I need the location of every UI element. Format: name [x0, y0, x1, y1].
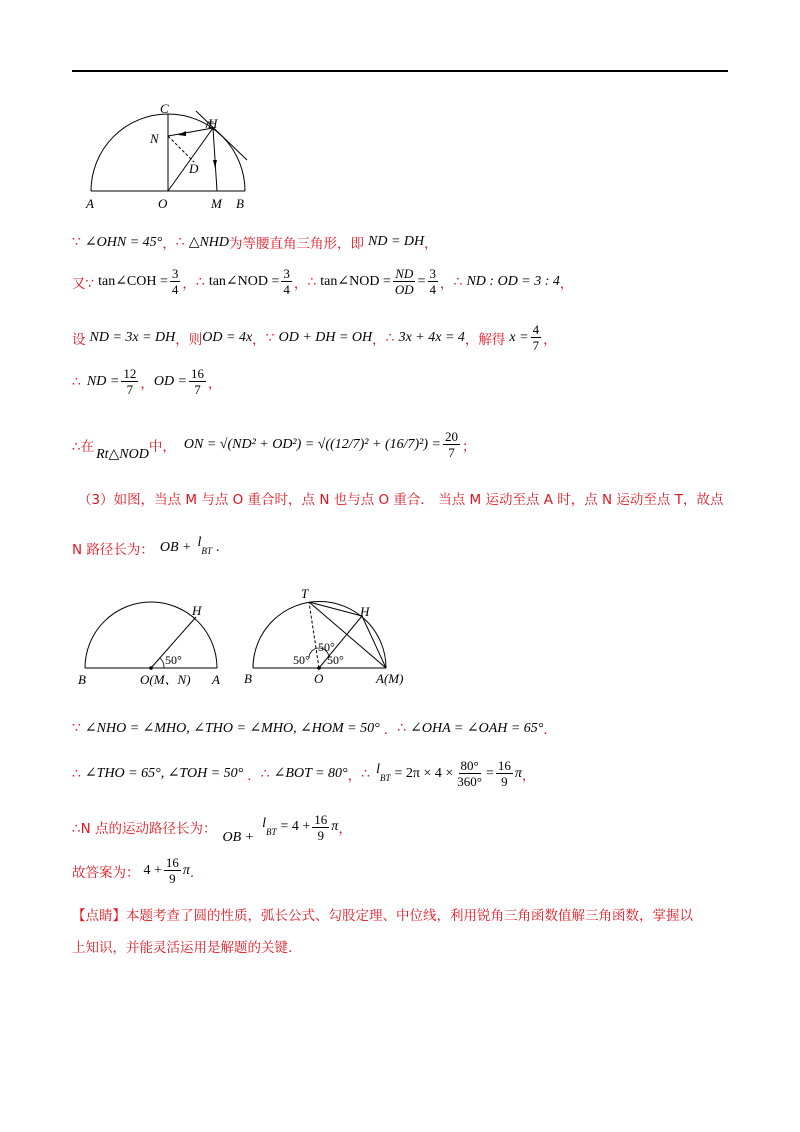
label-H: H [192, 603, 202, 618]
equation: OB + [222, 830, 255, 845]
punct: . [215, 540, 220, 555]
punct: ， [372, 331, 386, 348]
triangle-name: △NHD [188, 234, 230, 250]
comment-line-2: 上知识，并能灵活运用是解题的关键. [72, 940, 293, 956]
label-A: A [86, 196, 94, 211]
fraction: $\frac{16}{9}$ [165, 855, 179, 886]
solution-line-5 [72, 426, 475, 463]
equals: = [485, 765, 494, 781]
label-A: A [212, 672, 220, 687]
punct: ； [461, 438, 476, 455]
equation: = 4 + [280, 819, 311, 834]
because-symbol: ∵ [265, 329, 275, 346]
equation: = 2π × 4 × [394, 765, 454, 781]
equation: ND = 3x = DH [89, 329, 176, 345]
text: 中， [148, 438, 176, 455]
fraction: $\frac{3}{4}$ [171, 266, 179, 297]
equation: ∠NHO = ∠MHO, ∠THO = ∠MHO, ∠HOM = 50° [84, 720, 380, 736]
label-C: C [160, 101, 169, 116]
comment-line-1: 【点睛】本题考查了圆的性质，弧长公式、勾股定理、中位线，利用锐角三角函数值解三角函数，掌握以 [72, 908, 693, 924]
punct: ， [424, 236, 438, 252]
equation: tan∠NOD = [208, 274, 280, 289]
equation: 4 + [143, 862, 162, 878]
label-B: B [244, 671, 252, 686]
equation: ∠BOT = 80° [273, 766, 348, 781]
label-H: H [360, 604, 370, 619]
punct: ． [383, 722, 398, 738]
punct: ， [293, 275, 308, 292]
punct: ， [338, 821, 352, 837]
arc-length-symbol: l [376, 761, 380, 777]
equation: ∠OHA = ∠OAH = 65° [410, 720, 544, 736]
label-M: M [211, 196, 222, 211]
equation: OD = 4x [202, 329, 253, 345]
label-angle-3: 50° [327, 653, 344, 667]
label-angle-1: 50° [318, 640, 335, 654]
punct: ． [247, 767, 261, 784]
text: ，解得 [464, 331, 506, 348]
therefore-symbol: ∴ [397, 720, 407, 736]
punct: ， [559, 275, 574, 292]
fraction: $\frac{3}{4}$ [429, 266, 437, 297]
text: 为等腰直角三角形，即 [229, 236, 365, 252]
punct: ， [140, 375, 154, 392]
label-O: O [158, 196, 168, 211]
punct: ， [182, 275, 196, 292]
label-N: N [150, 131, 159, 146]
triangle-name: Rt△NOD [96, 447, 149, 462]
solution-line-3 [72, 322, 557, 353]
label-B: B [236, 196, 244, 211]
solution-line-6 [72, 718, 557, 738]
solution-line-7 [72, 758, 535, 789]
header-rule [72, 70, 728, 72]
label-angle-2: 50° [293, 653, 310, 667]
label-A: A(M) [376, 671, 404, 686]
punct: ， [252, 331, 266, 348]
arc-subscript: BT [379, 772, 391, 783]
text: ∴在 [72, 438, 95, 455]
fraction: $\frac{12}{7}$ [123, 366, 137, 397]
answer-line [72, 855, 203, 886]
equation: x = [509, 329, 529, 345]
label-B: B [78, 672, 86, 687]
fraction: $\frac{3}{4}$ [283, 266, 290, 297]
label-D: D [189, 161, 199, 176]
solution-line-2 [72, 266, 573, 297]
pi: π [182, 862, 190, 878]
punct: ， [440, 275, 454, 292]
diagram-end-position [238, 584, 408, 688]
solution-line-8 [72, 808, 352, 846]
arc-subscript: BT [201, 546, 212, 556]
equation: ND = [86, 373, 120, 389]
text: ∴N 点的运动路径长为： [72, 821, 217, 837]
therefore-symbol: ∴ [175, 234, 185, 250]
therefore-symbol: ∴ [307, 273, 317, 290]
label-O: O [314, 671, 324, 686]
equation: OB + [159, 540, 192, 555]
therefore-symbol: ∴ [361, 765, 371, 782]
label-H: H [208, 116, 218, 131]
therefore-symbol: ∴ [195, 273, 205, 290]
diagram-start-position [72, 592, 242, 687]
equation: ∠OHN = 45° [84, 234, 163, 250]
punct: ， [543, 331, 557, 348]
equation: OD + DH = OH [278, 329, 373, 345]
part3-line-2 [72, 535, 220, 558]
label-angle: 50° [165, 653, 182, 667]
fraction: $\frac{16}{9}$ [497, 758, 511, 789]
label-T: T [301, 586, 309, 601]
punct: ， [162, 236, 176, 252]
equals: = [417, 273, 426, 289]
because-symbol: ∵ [72, 720, 81, 736]
because-symbol: ∵ [72, 234, 81, 250]
punct: ， [208, 375, 222, 392]
text: 故答案为： [72, 864, 140, 881]
solution-line-4 [72, 366, 222, 397]
equation: ND = DH [368, 234, 425, 249]
text: ，则 [175, 331, 203, 348]
pi: π [514, 765, 522, 781]
therefore-symbol: ∴ [260, 765, 270, 782]
arc-length-symbol: l [262, 816, 266, 831]
therefore-symbol: ∴ [72, 765, 81, 782]
therefore-symbol: ∴ [453, 273, 463, 290]
punct: ， [347, 767, 362, 784]
arc-subscript: BT [265, 827, 277, 837]
equation: ND : OD = 3 : 4 [466, 273, 560, 289]
fraction: $\frac{ND}{OD}$ [394, 266, 414, 297]
equation: tan∠COH = [98, 274, 168, 289]
fraction: $\frac{80^\circ}{360^\circ}$ [457, 758, 482, 789]
part3-line-1: （3）如图，当点 M 与点 O 重合时，点 N 也与点 O 重合． 当点 M 运动至点 A 时，点 N 运动至点 T，故点 [78, 492, 724, 508]
diagram-semicircle-tangent [80, 98, 260, 213]
punct: ． [189, 864, 204, 881]
solution-line-1 [72, 232, 438, 252]
text: 设 [72, 331, 86, 348]
fraction: $\frac{16}{7}$ [191, 366, 204, 397]
equation: tan∠NOD = [320, 274, 391, 289]
fraction: $\frac{16}{9}$ [314, 811, 328, 843]
equation: OD = [153, 373, 187, 389]
label-O: O(M、N) [140, 672, 191, 687]
equation: 3x + 4x = 4 [398, 329, 465, 345]
therefore-symbol: ∴ [72, 373, 81, 390]
arc-length-symbol: l [197, 535, 202, 550]
punct: ， [521, 767, 536, 784]
text: 又∵ [72, 275, 95, 292]
punct: ． [543, 722, 557, 738]
fraction: $\frac{4}{7}$ [532, 322, 540, 353]
equation: ON = √(ND² + OD²) = √((12/7)² + (16/7)²) = [183, 436, 441, 452]
fraction: $\frac{20}{7}$ [444, 429, 458, 460]
text: N 路径长为： [72, 542, 154, 558]
equation: ∠THO = 65°, ∠TOH = 50° [84, 766, 244, 781]
pi: π [331, 819, 339, 834]
therefore-symbol: ∴ [385, 329, 395, 346]
